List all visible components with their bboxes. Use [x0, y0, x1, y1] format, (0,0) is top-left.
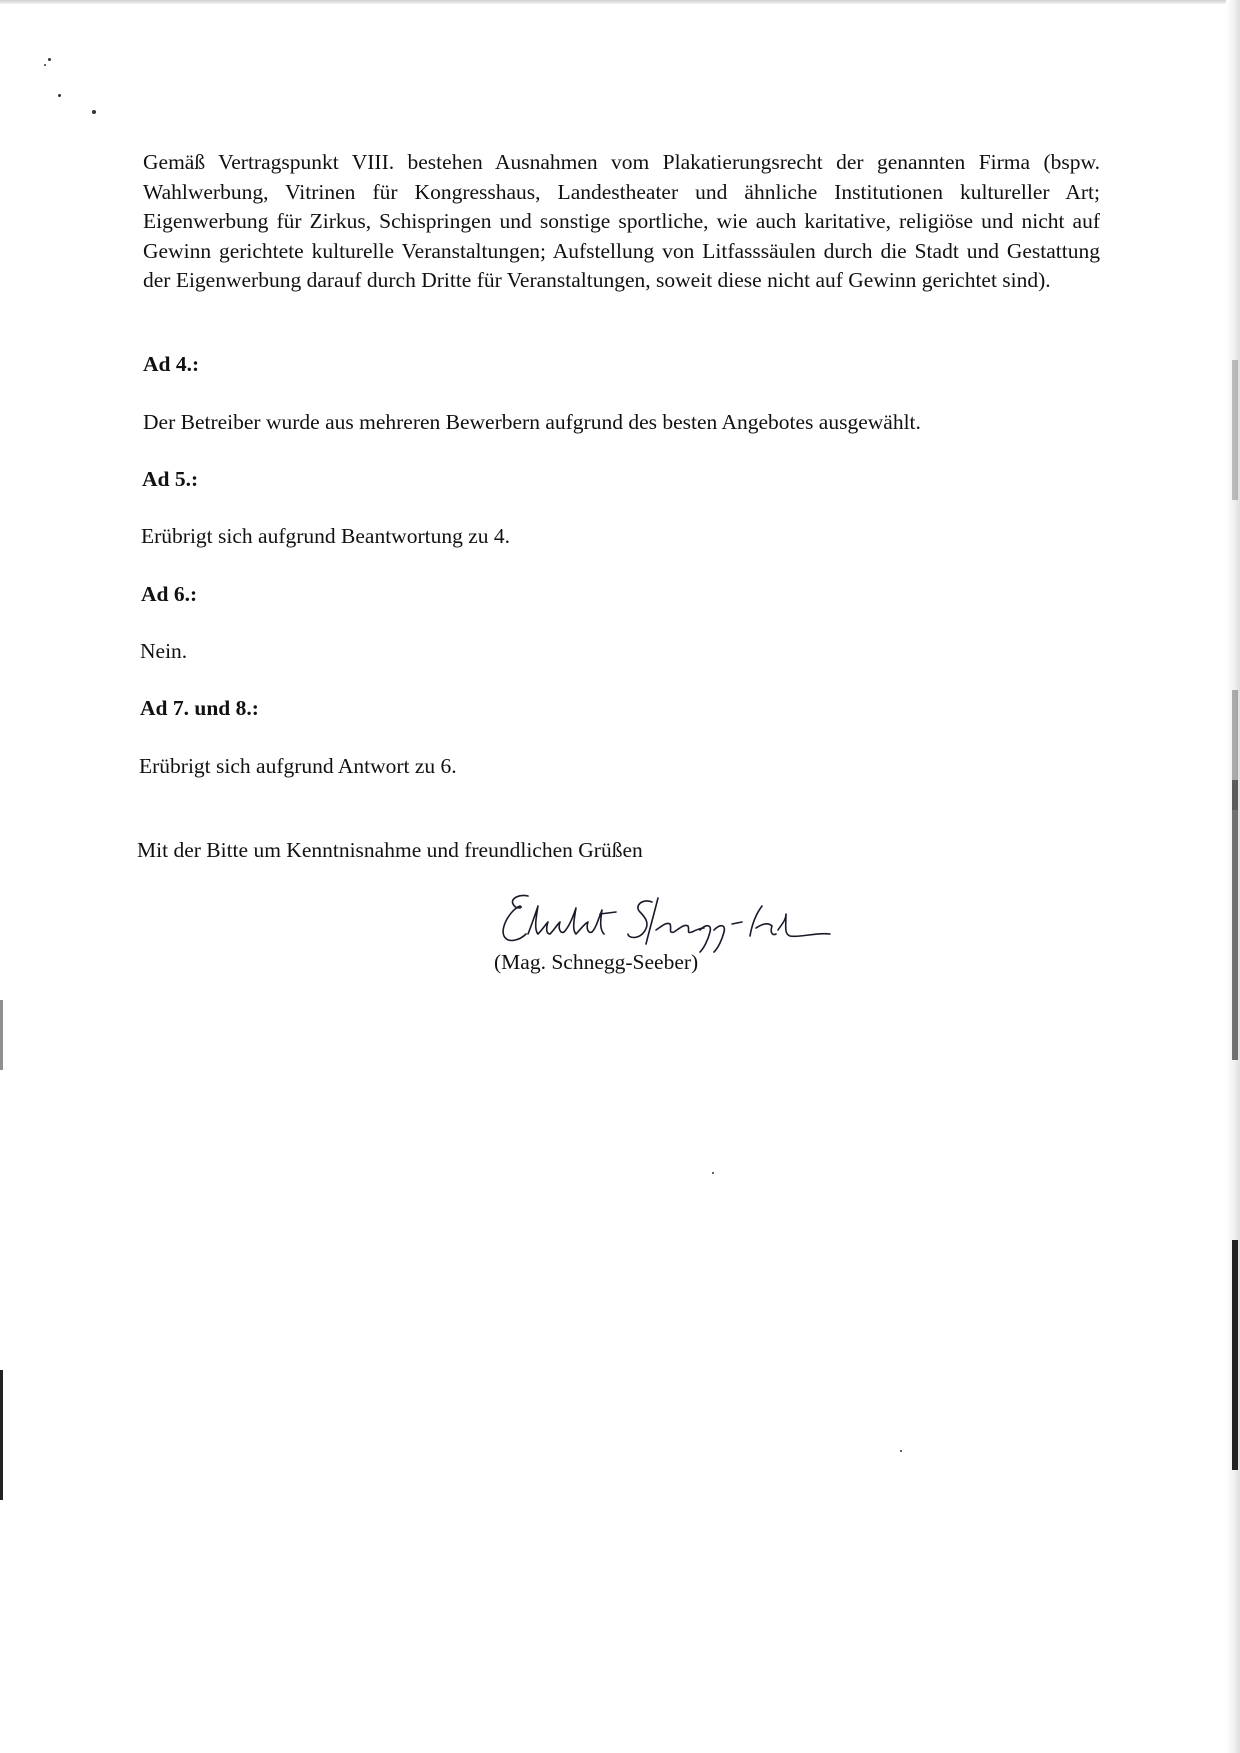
section-heading-ad6: Ad 6.: — [141, 582, 198, 606]
section-body-ad6: Nein. — [140, 639, 188, 663]
section-body-ad7-8: Erübrigt sich aufgrund Antwort zu 6. — [139, 754, 457, 778]
section-heading-ad5: Ad 5.: — [142, 467, 199, 491]
scan-speck — [712, 1172, 714, 1174]
scan-artifact-bar — [1232, 780, 1238, 1060]
scan-artifact-bar — [1232, 1240, 1238, 1470]
scan-speck — [58, 94, 61, 97]
signer-name: (Mag. Schnegg-Seeber) — [494, 950, 699, 974]
section-heading-ad4: Ad 4.: — [143, 352, 200, 376]
scan-speck — [900, 1450, 902, 1452]
section-heading-ad7-8: Ad 7. und 8.: — [140, 696, 259, 720]
scan-edge-top — [0, 0, 1240, 4]
scan-artifact-bar — [0, 1000, 3, 1070]
closing-line: Mit der Bitte um Kenntnisnahme und freundlichen Grüßen — [137, 838, 643, 862]
scan-artifact-bar — [0, 1370, 3, 1500]
scan-speck — [48, 58, 51, 61]
intro-paragraph: Gemäß Vertragspunkt VIII. bestehen Ausnahmen vom Plakatierungsrecht der genannten Firma (bspw. Wahlwerbung, Vitrinen für Kongresshaus, Landestheater und ähnliche Institutionen kultureller Art; Eigenwerbung für Zirkus, Schispringen und sonstige sportliche, wie auch karitative, religiöse und nicht auf Gewinn gerichtete kulturelle Veranstaltungen; Aufstellung von Litfasssäulen durch die Stadt und Gestattung der Eigenwerbung darauf durch Dritte für Veranstaltungen, soweit diese nicht auf Gewinn gerichtet sind). — [143, 150, 1100, 292]
scan-artifact-bar — [1232, 360, 1238, 500]
scan-speck — [92, 110, 96, 114]
scan-speck — [44, 64, 46, 66]
section-body-ad5: Erübrigt sich aufgrund Beantwortung zu 4. — [141, 524, 510, 548]
section-body-ad4: Der Betreiber wurde aus mehreren Bewerbern aufgrund des besten Angebotes ausgewählt. — [143, 410, 921, 434]
handwritten-signature-icon — [480, 884, 780, 954]
